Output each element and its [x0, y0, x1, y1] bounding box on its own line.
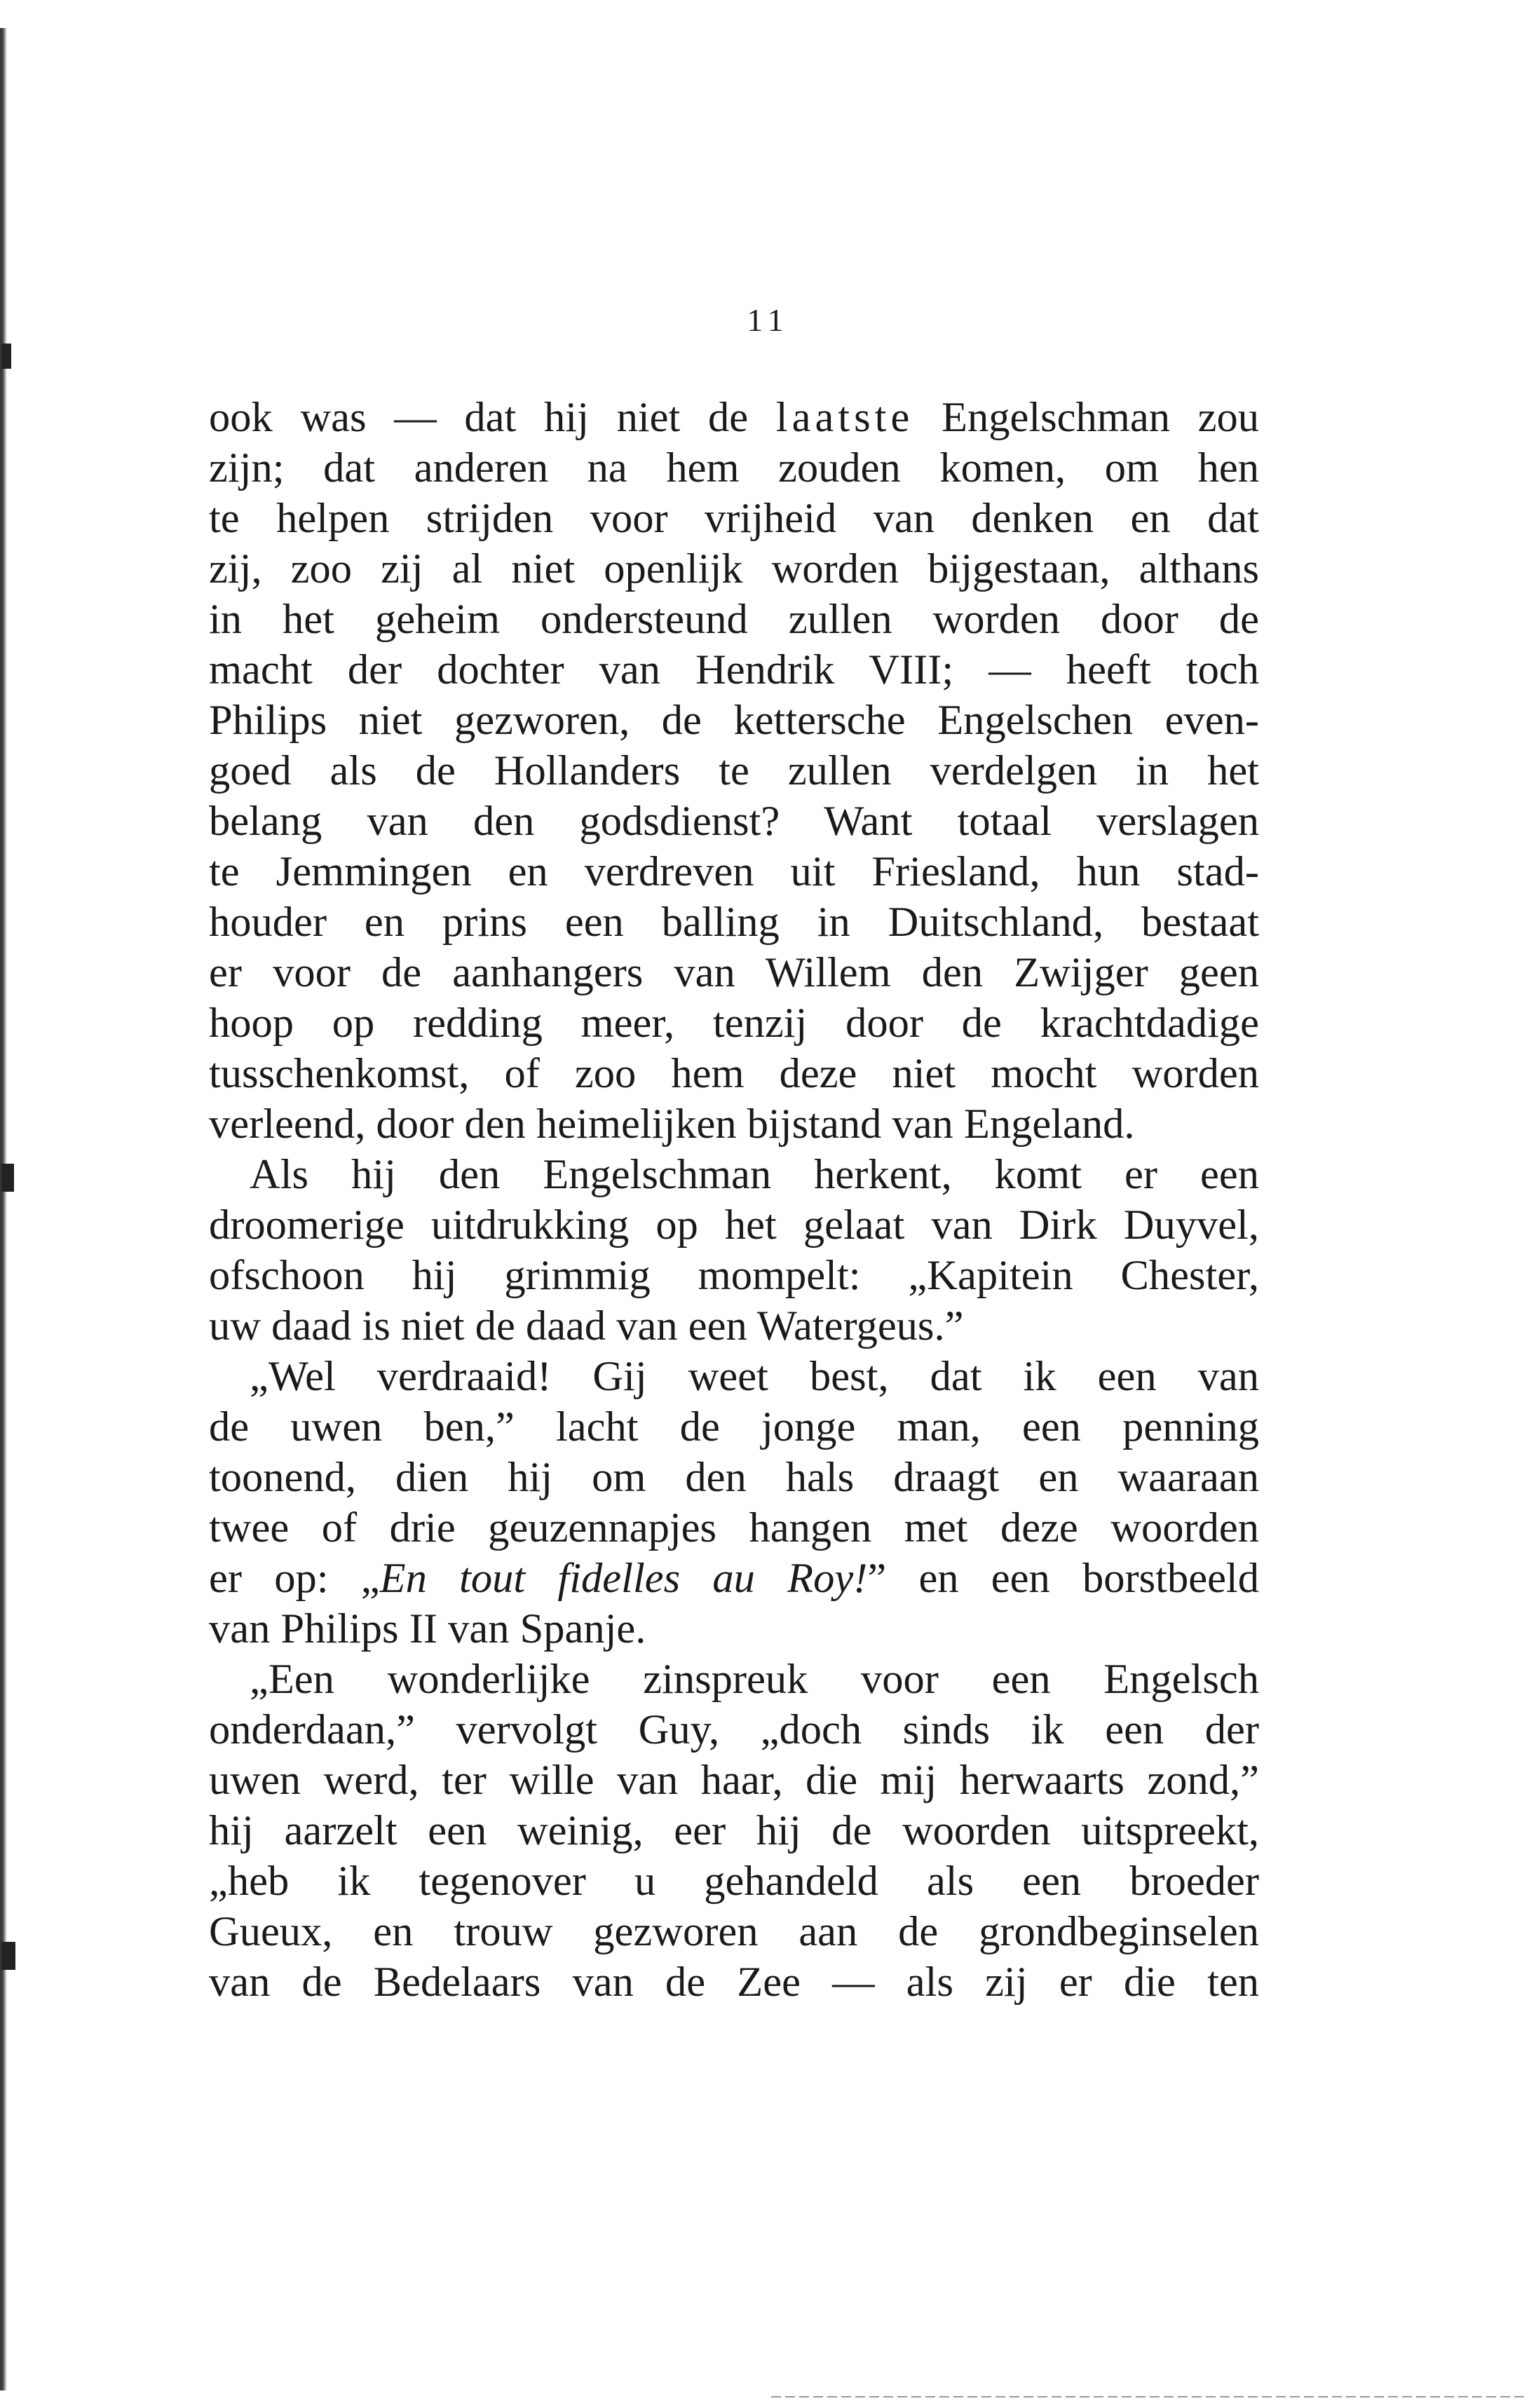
- text-line: goed als de Hollanders te zullen verdelgen in het: [209, 747, 1259, 794]
- body-text: [209, 393, 1259, 2008]
- text-line: van Philips II van Spanje.: [209, 1605, 646, 1652]
- line-segment: ook was — dat hij niet de: [209, 394, 776, 441]
- text-line: zijn; dat anderen na hem zouden komen, om hen: [209, 444, 1259, 491]
- text-line: te Jemmingen en verdreven uit Friesland, hun stad-: [209, 848, 1259, 895]
- text-line: van de Bedelaars van de Zee — als zij er die ten: [209, 1959, 1259, 2006]
- text-line: de uwen ben,” lacht de jonge man, een penning: [209, 1403, 1259, 1450]
- scan-edge-mark: [1, 343, 11, 369]
- text-line: [209, 393, 1259, 443]
- scan-left-edge: [0, 28, 7, 2390]
- text-line: in het geheim ondersteund zullen worden door de: [209, 596, 1259, 643]
- text-line: droomerige uitdrukking op het gelaat van Dirk Duyvel,: [209, 1202, 1259, 1249]
- text-line: te helpen strijden voor vrijheid van denken en dat: [209, 495, 1259, 542]
- text-line: belang van den godsdienst? Want totaal verslagen: [209, 798, 1259, 845]
- line-segment: Engelschman zou: [913, 394, 1259, 441]
- line-segment: ” en een borstbeeld: [867, 1555, 1259, 1602]
- text-line: er voor de aanhangers van Willem den Zwijger geen: [209, 949, 1259, 996]
- text-line: hij aarzelt een weinig, eer hij de woorden uitspreekt,: [209, 1807, 1259, 1854]
- emphasis-spaced: laatste: [775, 394, 914, 441]
- text-line: Philips niet gezworen, de kettersche Engelschen even-: [209, 697, 1259, 744]
- text-line: „Een wonderlijke zinspreuk voor een Engelsch: [250, 1656, 1259, 1703]
- text-line: uwen werd, ter wille van haar, die mij herwaarts zond,”: [209, 1757, 1259, 1804]
- text-line: Als hij den Engelschman herkent, komt er een: [250, 1151, 1259, 1198]
- text-line: „heb ik tegenover u gehandeld als een broeder: [209, 1858, 1259, 1905]
- scan-edge-mark: [1, 1942, 15, 1970]
- text-line: onderdaan,” vervolgt Guy, „doch sinds ik een der: [209, 1706, 1259, 1753]
- text-line: macht der dochter van Hendrik VIII; — heeft toch: [209, 646, 1259, 693]
- text-line: hoop op redding meer, tenzij door de krachtdadige: [209, 1000, 1259, 1047]
- text-line: verleend, door den heimelijken bijstand van Engeland.: [209, 1101, 1135, 1148]
- italic-motto: En tout fidelles au Roy!: [379, 1555, 868, 1602]
- text-line: Gueux, en trouw gezworen aan de grondbeginselen: [209, 1908, 1259, 1955]
- text-line: toonend, dien hij om den hals draagt en waaraan: [209, 1454, 1259, 1501]
- text-line: ofschoon hij grimmig mompelt: „Kapitein Chester,: [209, 1252, 1259, 1299]
- scan-edge-mark: [1, 1164, 14, 1192]
- text-line: houder en prins een balling in Duitschland, bestaat: [209, 899, 1259, 946]
- page-number: 11: [747, 302, 789, 338]
- text-line: tusschenkomst, of zoo hem deze niet mocht worden: [209, 1050, 1259, 1097]
- text-line: [209, 1553, 1259, 1604]
- line-segment: er op: „: [209, 1555, 380, 1602]
- scan-bottom-rule: [771, 2396, 1528, 2397]
- text-line: zij, zoo zij al niet openlijk worden bijgestaan, althans: [209, 545, 1259, 592]
- text-line: twee of drie geuzennapjes hangen met deze woorden: [209, 1504, 1259, 1551]
- text-line: uw daad is niet de daad van een Watergeus.”: [209, 1302, 964, 1349]
- text-line: „Wel verdraaid! Gij weet best, dat ik een van: [250, 1353, 1259, 1400]
